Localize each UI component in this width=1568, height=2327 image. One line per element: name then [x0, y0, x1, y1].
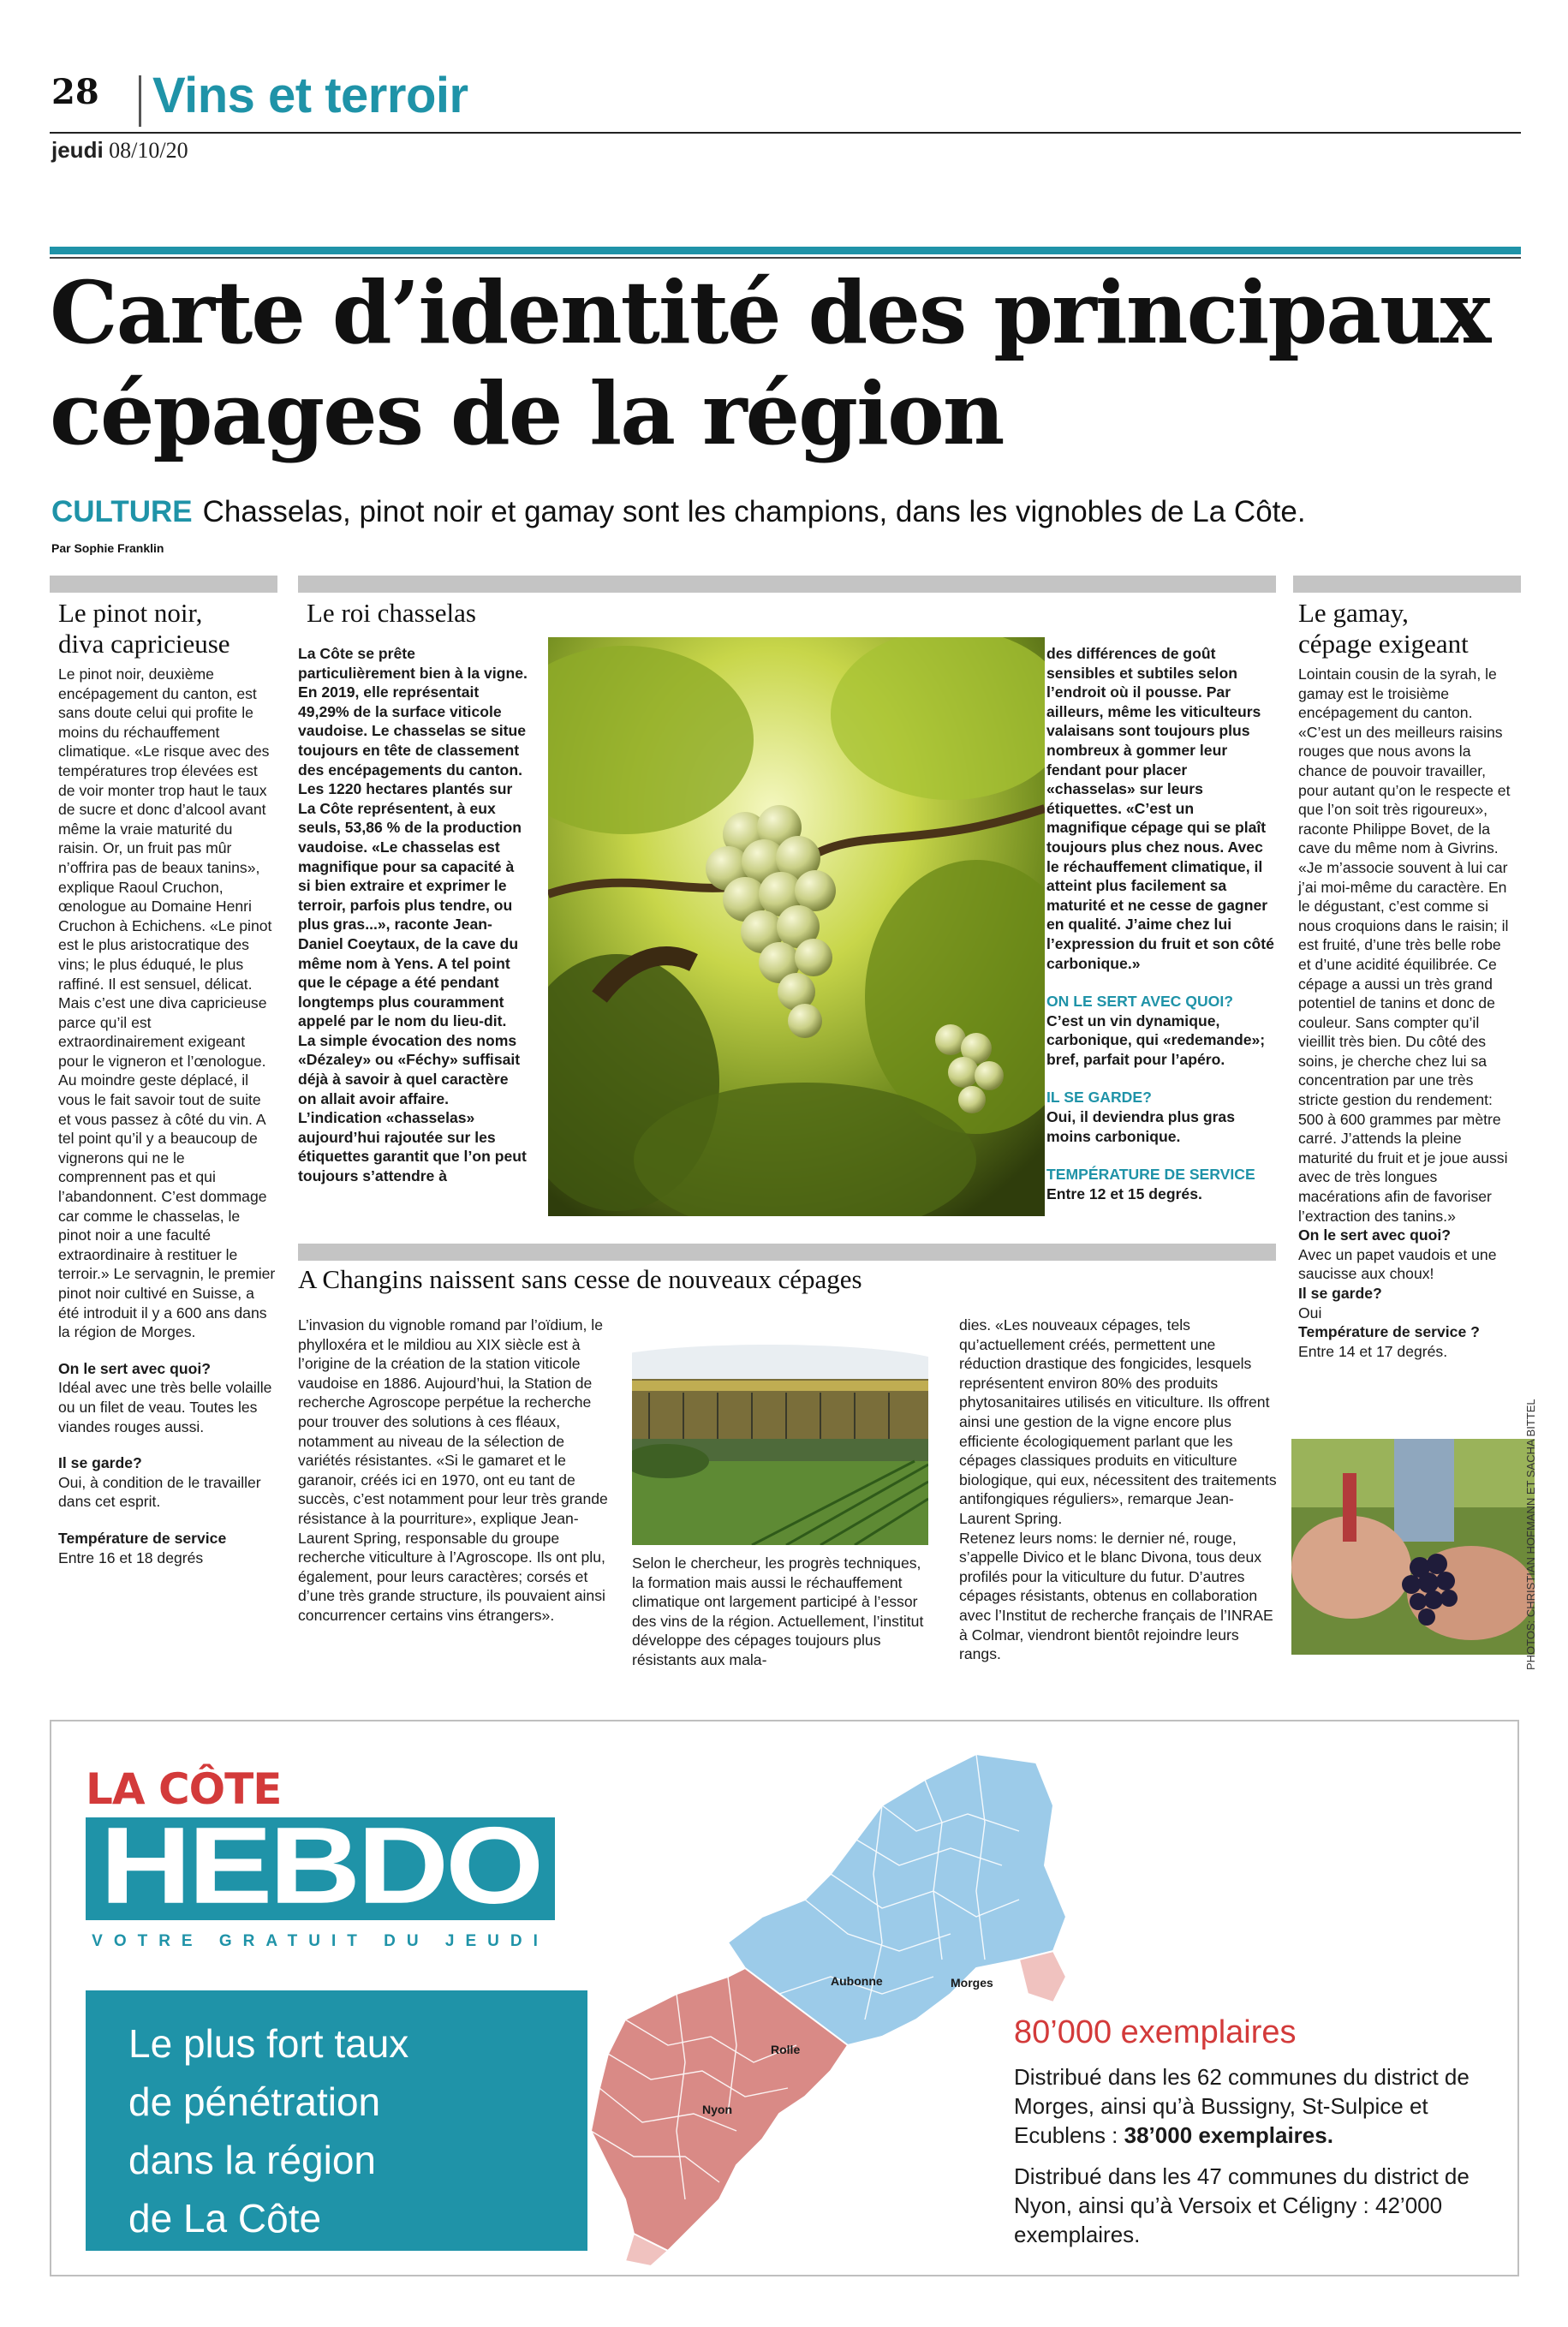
pinot-q2: Il se garde?	[58, 1454, 142, 1472]
ad-slogan	[128, 2014, 408, 2247]
grapes-illustration	[548, 637, 1045, 1216]
headline-line-1: Carte d’identité des principaux	[50, 262, 1490, 363]
ad-copies-title: 80’000 exemplaires	[1014, 2014, 1297, 2050]
building-photo	[632, 1319, 928, 1545]
ad-la-cote-hebdo[interactable]	[50, 1720, 1519, 2276]
hands-grapes-photo	[1291, 1439, 1535, 1655]
gamay-q1: On le sert avec quoi?	[1298, 1226, 1451, 1244]
header-rule	[50, 132, 1521, 134]
ad-slogan-box	[86, 1990, 587, 2251]
grapes-photo	[548, 637, 1045, 1216]
map-label-nyon: Nyon	[702, 2103, 732, 2116]
page-number: 28	[51, 72, 99, 112]
chasselas-q3: TEMPÉRATURE DE SERVICE	[1046, 1166, 1255, 1184]
changins-title: A Changins naissent sans cesse de nouveaux cépages	[298, 1264, 862, 1294]
ad-copies-p2: Distribué dans les 47 communes du district de Nyon, ainsi qu’à Versoix et Céligny : 42’000 exemplaires.	[1014, 2163, 1470, 2247]
pinot-title-line-1: Le pinot noir,	[58, 598, 203, 628]
headline	[50, 262, 1540, 464]
gamay-column-bar	[1293, 576, 1521, 593]
pinot-a2: Oui, à condition de le travailler dans cet esprit.	[58, 1473, 261, 1511]
map-label-morges: Morges	[951, 1976, 993, 1990]
date: 08/10/20	[109, 138, 188, 163]
ad-slogan-line-3: dans la région	[128, 2138, 376, 2182]
ad-slogan-line-2: de pénétration	[128, 2079, 381, 2124]
header-divider	[139, 75, 141, 127]
gamay-a2: Oui	[1298, 1304, 1322, 1322]
ad-district-map	[574, 1737, 1070, 2268]
date-day: jeudi	[51, 137, 104, 163]
pinot-a1: Idéal avec une très belle volaille ou un filet de veau. Toutes les viandes rouges aussi.	[58, 1379, 272, 1435]
ad-slogan-line-4: de La Côte	[128, 2196, 322, 2240]
chasselas-q2: IL SE GARDE?	[1046, 1089, 1152, 1107]
chasselas-title: Le roi chasselas	[307, 598, 476, 628]
gamay-title	[1298, 598, 1529, 659]
changins-column-bar	[298, 1244, 1276, 1261]
changins-text-2: Selon le chercheur, les progrès techniques, la formation mais aussi le réchauffement climatique ont largement participé à l’essor des vins de la région. Actuellement, l’institut développe des cépages toujours plus résistants aux mala-	[632, 1554, 924, 1668]
headline-line-2: cépages de la région	[50, 363, 1004, 464]
deck-text: Chasselas, pinot noir et gamay sont les champions, dans les vignobles de La Côte.	[202, 495, 1306, 528]
gamay-q3: Température de service ?	[1298, 1323, 1480, 1341]
changins-text-1: L’invasion du vignoble romand par l’oïdium, le phylloxéra et le mildiou au XIX siècle est à l’origine de la création de la station viticole vaudoise en 1886. Aujourd’hui, la Station de recherche Agroscope perpétue la recherche pour trouver des solutions à ces fléaux, notamment au niveau de la sélection de variétés résistantes. «Si le gamaret et le garanoir, créés ici en 1970, ont eu tant de succès, c’est notamment pour leur très grande résistance à la pourriture», explique Jean-Laurent Spring, responsable du groupe recherche viticulture à l’Agroscope. Ils ont plu, également, pour leurs caractères; corsés et d’une très grande structure, ils pouvaient ainsi concurrencer certains vins étrangers».	[298, 1316, 608, 1624]
pinot-column-bar	[50, 576, 277, 593]
chasselas-q1: ON LE SERT AVEC QUOI?	[1046, 993, 1233, 1011]
chasselas-a1: C’est un vin dynamique, carbonique, qui «redemande»; bref, parfait pour l’apéro.	[1046, 1011, 1266, 1068]
changins-col2	[632, 1554, 928, 1670]
pinot-a3: Entre 16 et 18 degrés	[58, 1548, 204, 1566]
ad-slogan-line-1: Le plus fort taux	[128, 2021, 409, 2066]
ad-copies-text	[1014, 2062, 1493, 2249]
gamay-title-line-1: Le gamay,	[1298, 598, 1409, 628]
pinot-q3: Température de service	[58, 1529, 227, 1547]
pinot-title	[58, 598, 281, 659]
changins-text-3a: dies. «Les nouveaux cépages, tels qu’actuellement créés, permettent une réduction drastique des fongicides, lesquels représentent environ 80% des produits phytosanitaires utilisés en viticulture. Ils offrent ainsi une gestion de la vigne encore plus efficiente écologiquement parlant que les cépages classiques produits en viticulture biologique, qui eux, nécessitent des traitements antifongiques réguliers», remarque Jean-Laurent Spring.	[959, 1316, 1277, 1527]
deck	[51, 495, 1306, 529]
ad-copies-p1-a: Distribué dans les 62 communes du district de Morges, ainsi qu’à Bussigny, St-Sulpice et Ecublens :	[1014, 2064, 1470, 2148]
chasselas-body-left	[298, 644, 528, 1186]
dateline	[51, 137, 188, 164]
building-illustration	[632, 1319, 928, 1545]
hands-illustration	[1291, 1439, 1535, 1655]
photo-credit: PHOTOS: CHRISTIAN HOFMANN ET SACHA BITTEL	[1524, 1399, 1537, 1670]
pinot-text: Le pinot noir, deuxième encépagement du canton, est sans doute celui qui profite le moins du réchauffement climatique. «Le risque avec des températures trop élevées est de voir monter trop haut le taux de sucre et donc d’alcool avant même la vraie maturité du raisin. Or, un fruit pas mûr n’offrira pas de beaux tanins», explique Raoul Cruchon, œnologue au Domaine Henri Cruchon à Echichens. «Le pinot est le plus aristocratique des vins; le plus éduqué, le plus raffiné. Il est sensuel, délicat. Mais c’est une diva capricieuse parce qu’il est extraordinairement exigeant pour le vigneron et l’œnologue. Au moindre geste déplacé, il vous le fait savoir tout de suite et vous passez à côté du vin. A tel point qu’il y a beaucoup de vignerons qui ne le comprennent pas et qui l’abandonnent. C’est dommage car comme le chasselas, le pinot noir a une faculté extraordinaire à restituer le terroir.» Le servagnin, le premier pinot noir cultivé en Suisse, a été introduit il y a 600 ans dans la région de Morges.	[58, 665, 276, 1341]
pinot-title-line-2: diva capricieuse	[58, 629, 230, 659]
chasselas-column-bar	[298, 576, 1276, 593]
chasselas-a2: Oui, il deviendra plus gras moins carbonique.	[1046, 1108, 1235, 1145]
pinot-body	[58, 665, 276, 1567]
byline: Par Sophie Franklin	[51, 541, 164, 555]
gamay-text: Lointain cousin de la syrah, le gamay est le troisième encépagement du canton. «C’est un des meilleurs raisins rouges que nous avons la chance de pouvoir travailler, pour autant qu’on le respecte et que l’on soit très rigoureux», raconte Philippe Bovet, de la cave du même nom à Givrins. «Je m’associe souvent à lui car j’ai moi-même du caractère. En le dégustant, c’est comme si nous croquions dans le raisin; il est fruité, d’une très belle robe et d’une acidité équilibrée. Ce cépage a aussi un très grand potentiel de tanins et donc de couleur. Sans compter qu’il vieillit très bien. Du côté des soins, je cherche chez lui sa concentration par une très stricte gestion du rendement: 500 à 600 grammes par mètre carré. J’attends la pleine maturité du fruit et je joue aussi avec de très longues macérations afin de favoriser l’extraction des tanins.»	[1298, 665, 1511, 1225]
chasselas-text-left: La Côte se prête particulièrement bien à la vigne. En 2019, elle représentait 49,29% de la surface viticole vaudoise. Le chasselas se situe toujours en tête de classement des encépagements du canton. Les 1220 hectares plantés sur La Côte représentent, à eux seuls, 53,86 % de la production vaudoise. «Le chasselas est magnifique pour sa capacité à si bien extraire et exprimer le terroir, parfois plus tendre, ou plus gras...», raconte Jean-Daniel Coeytaux, de la cave du même nom à Yens. A tel point que le cépage a été pendant longtemps plus couramment appelé par le nom du lieu-dit. La simple évocation des noms «Dézaley» ou «Féchy» suffisait déjà à savoir à quel caractère on allait avoir affaire. L’indication «chasselas» aujourd’hui rajoutée sur les étiquettes garantit que l’on peut toujours s’attendre à	[298, 645, 528, 1185]
headline-top-rule-thin	[50, 257, 1521, 259]
ad-brand-top: LA CÔTE	[86, 1764, 282, 1814]
chasselas-a3: Entre 12 et 15 degrés.	[1046, 1184, 1202, 1202]
ad-tagline: VOTRE GRATUIT DU JEUDI	[92, 1932, 549, 1950]
ad-copies-p1	[1014, 2062, 1493, 2150]
chasselas-body-right	[1046, 644, 1276, 1203]
kicker: CULTURE	[51, 495, 193, 528]
gamay-title-line-2: cépage exigeant	[1298, 629, 1469, 659]
headline-top-rule	[50, 247, 1521, 254]
gamay-body	[1298, 665, 1517, 1361]
pinot-q1: On le sert avec quoi?	[58, 1359, 211, 1377]
map-label-aubonne: Aubonne	[831, 1974, 883, 1988]
changins-col1	[298, 1316, 617, 1626]
map-label-rolle: Rolle	[771, 2043, 801, 2056]
gamay-q2: Il se garde?	[1298, 1285, 1382, 1302]
gamay-a1: Avec un papet vaudois et une saucisse aux choux!	[1298, 1245, 1497, 1283]
section-title: Vins et terroir	[152, 68, 468, 123]
ad-copies-p1-b: 38’000 exemplaires.	[1124, 2122, 1333, 2148]
ad-brand-main: HEBDO	[99, 1805, 541, 1927]
changins-text-3b: Retenez leurs noms: le dernier né, rouge, s’appelle Divico et le blanc Divona, tous deux profilés pour la viticulture du futur. D’autres cépages résistants, obtenus en collaboration avec l’Institut de recherche français de l’INRAE à Colmar, viendront bientôt rejoindre leurs rangs.	[959, 1529, 1273, 1663]
photo-credit-box	[1524, 1399, 1550, 1670]
chasselas-text-right: des différences de goût sensibles et subtiles selon l’endroit où il pousse. Par ailleurs, même les viticulteurs valaisans sont toujours plus nombreux à gommer leur fendant pour placer «chasselas» sur leurs étiquettes. «C’est un magnifique cépage qui se plaît toujours plus chez nous. Avec le réchauffement climatique, il atteint plus facilement sa maturité et ne cesse de gagner en qualité. J’aime chez lui l’expression du fruit et son côté carbonique.»	[1046, 645, 1274, 972]
changins-col3	[959, 1316, 1278, 1664]
gamay-a3: Entre 14 et 17 degrés.	[1298, 1342, 1448, 1360]
